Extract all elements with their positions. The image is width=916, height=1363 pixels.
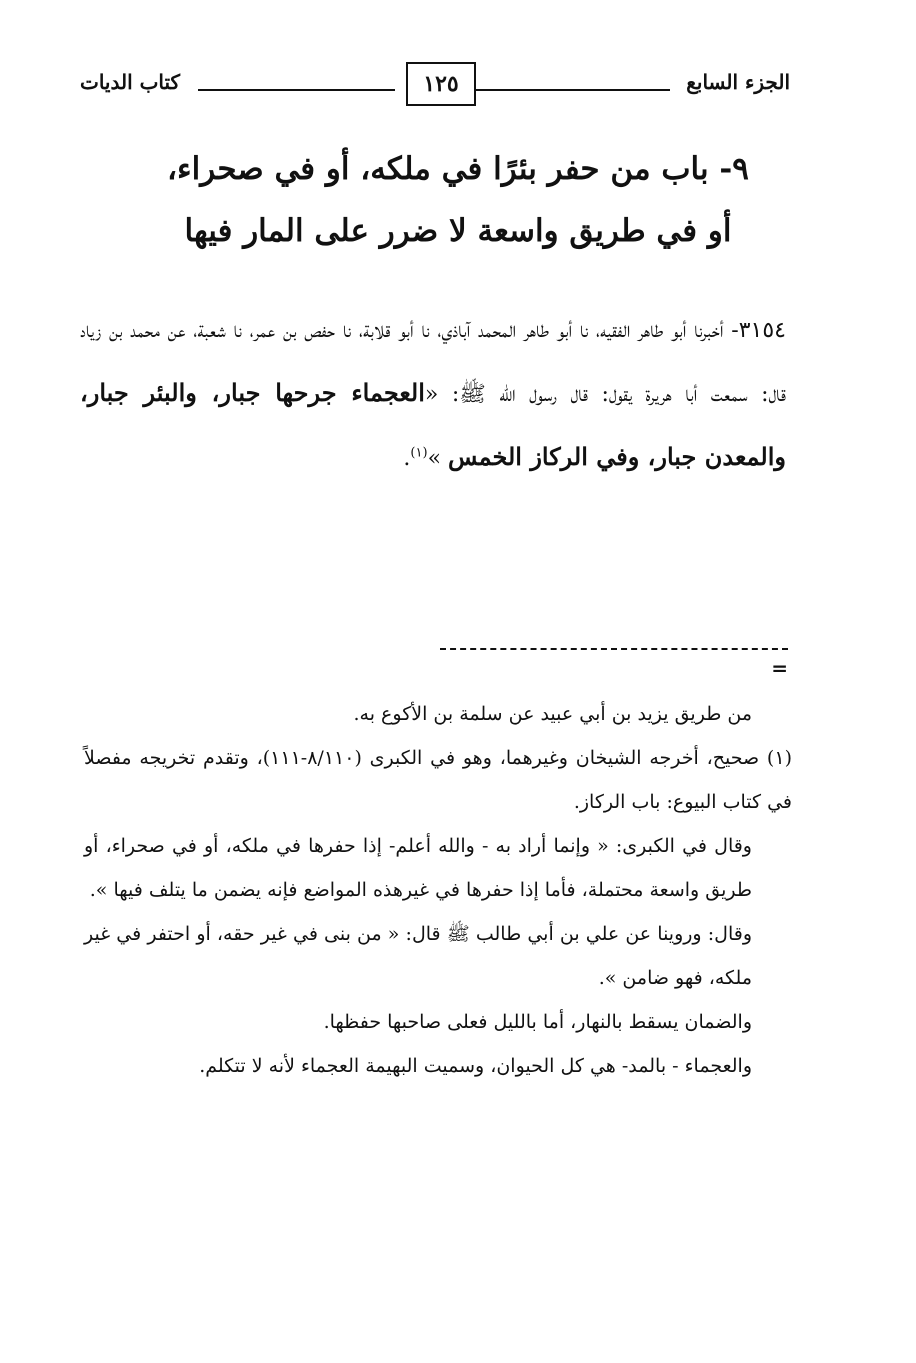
footnote-1-text: صحيح، أخرجه الشيخان وغيرهما، وهو في الكبرى (٨/١١٠-١١١)، وتقدم تخريجه مفصلاً في كتاب البيوع: باب الركاز.	[84, 747, 792, 813]
hadith-isnad: ٣١٥٤- أخبرنا أبو طاهر الفقيه، نا أبو طاهر المحمد آباذي، نا أبو قلابة، نا حفص بن عمر، نا شعبة، عن محمد بن زياد قال: سمعت أبا هريرة يقول: قال رسول الله ﷺ: «	[80, 318, 786, 407]
hadith-matn: العجماء جرحها جبار، والبئر جبار، والمعدن جبار، وفي الركاز الخمس	[80, 378, 786, 471]
hadith-closing-quote: »	[427, 446, 442, 471]
running-header	[80, 62, 790, 108]
footnote-reference: (١)	[410, 445, 428, 461]
book-title: كتاب الديات	[80, 70, 181, 94]
footnote-paragraph: والضمان يسقط بالنهار، أما بالليل فعلى صاحبها حفظها.	[323, 1011, 752, 1033]
footnote-paragraph: والعجماء - بالمد- هي كل الحيوان، وسميت البهيمة العجماء لأنه لا تتكلم.	[199, 1055, 752, 1077]
hadith-text	[80, 300, 786, 490]
chapter-heading-line1: ٩- باب من حفر بئرًا في ملكه، أو في صحراء،	[167, 151, 749, 187]
footnote-continuation: من طريق يزيد بن أبي عبيد عن سلمة بن الأكوع به.	[353, 703, 752, 725]
chapter-heading	[60, 138, 856, 262]
footnote-continuation-mark: =	[771, 656, 788, 680]
hadith-end-mark: .	[403, 446, 411, 471]
footnote-1-number: (١)	[766, 747, 792, 769]
header-rule-right	[475, 89, 670, 91]
footnote-paragraph: وقال: وروينا عن علي بن أبي طالب ﷺ قال: « من بنى في غير حقه، أو احتفر في غير ملكه، فهو ضامن ».	[84, 923, 752, 989]
footnote-separator	[440, 648, 788, 650]
header-rule-left	[198, 89, 395, 91]
footnotes	[84, 692, 792, 1088]
volume-label: الجزء السابع	[686, 70, 790, 94]
footnote-paragraph: وقال في الكبرى: « وإنما أراد به - والله أعلم- إذا حفرها في ملكه، أو في صحراء، أو طريق واسعة محتملة، فأما إذا حفرها في غيرهذه المواضع فإنه يضمن ما يتلف فيها ».	[84, 835, 752, 901]
chapter-heading-line2: أو في طريق واسعة لا ضرر على المار فيها	[184, 213, 732, 249]
footnote-1	[84, 736, 792, 824]
page-number: ١٢٥	[406, 62, 476, 106]
